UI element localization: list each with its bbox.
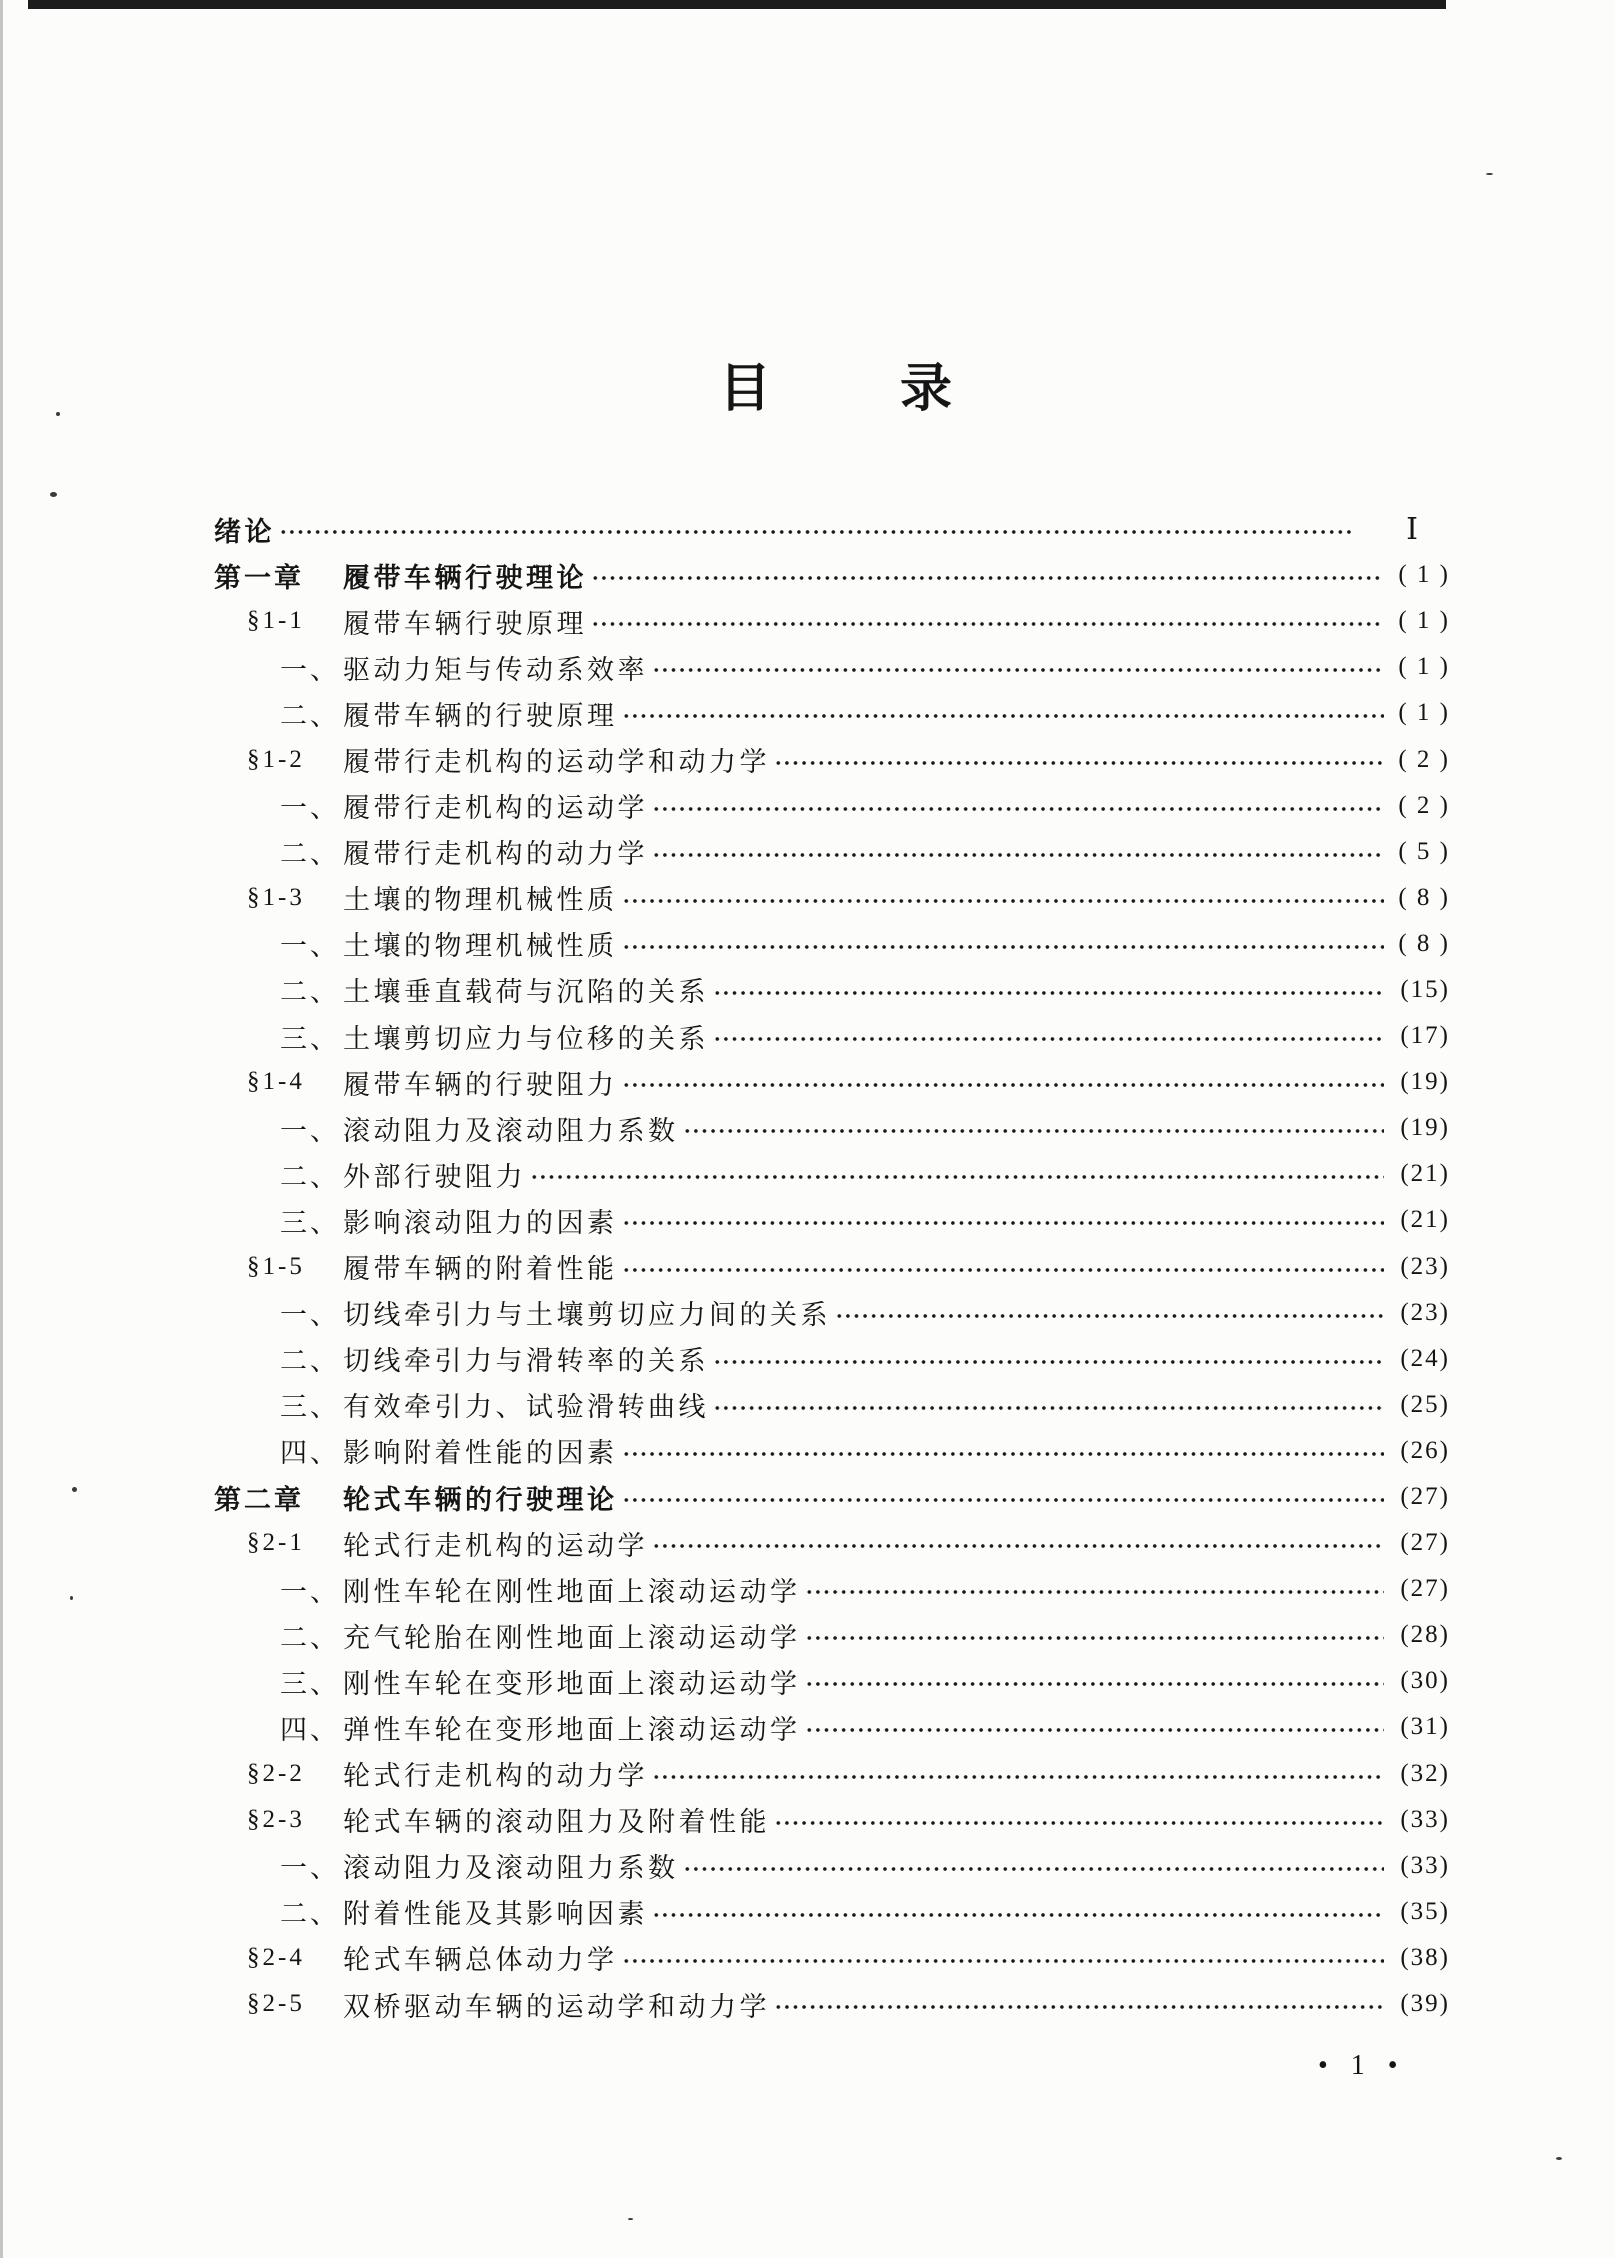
toc-section-row bbox=[0, 1751, 1615, 1797]
entry-label: 三、 bbox=[280, 1668, 340, 1699]
entry-label: 二、 bbox=[280, 839, 340, 870]
dot-leader bbox=[622, 1267, 1385, 1273]
toc-chapter-row bbox=[0, 552, 1615, 598]
toc-item-row bbox=[0, 1382, 1615, 1428]
entry-page-number: (19) bbox=[1400, 1068, 1450, 1096]
entry-page-number: (31) bbox=[1400, 1713, 1450, 1741]
dot-leader bbox=[835, 1313, 1384, 1319]
toc-item-row bbox=[0, 1889, 1615, 1935]
dot-leader bbox=[713, 1359, 1384, 1365]
entry-page-number: (33) bbox=[1400, 1851, 1450, 1879]
entry-title: 有效牵引力、试验滑转曲线 bbox=[343, 1392, 709, 1423]
entry-page-number: (28) bbox=[1400, 1621, 1450, 1649]
dot-leader bbox=[652, 667, 1384, 673]
toc-chapter-row bbox=[0, 1474, 1615, 1520]
dot-leader bbox=[713, 990, 1384, 996]
entry-label: 二、 bbox=[280, 977, 340, 1008]
entry-title: 双桥驱动车辆的运动学和动力学 bbox=[343, 1991, 770, 2022]
entry-title: 充气轮胎在刚性地面上滚动运动学 bbox=[343, 1622, 801, 1653]
dot-leader bbox=[622, 713, 1385, 719]
toc-section-row bbox=[0, 1520, 1615, 1566]
dot-leader bbox=[774, 1820, 1384, 1826]
dot-leader bbox=[805, 1589, 1385, 1595]
dot-leader bbox=[805, 1635, 1385, 1641]
entry-label: 二、 bbox=[280, 700, 340, 731]
toc-section-row bbox=[0, 736, 1615, 782]
toc-section-row bbox=[0, 1244, 1615, 1290]
scan-speck bbox=[1556, 2157, 1562, 2160]
entry-title: 弹性车轮在变形地面上滚动运动学 bbox=[343, 1714, 801, 1745]
dot-leader bbox=[622, 1497, 1385, 1503]
dot-leader bbox=[774, 2004, 1384, 2010]
toc-item-row bbox=[0, 1336, 1615, 1382]
entry-label: 一、 bbox=[280, 931, 340, 962]
entry-title: 外部行驶阻力 bbox=[343, 1161, 526, 1192]
entry-page-number: (15) bbox=[1400, 975, 1450, 1003]
toc-section-row bbox=[0, 1935, 1615, 1981]
entry-label: 四、 bbox=[280, 1438, 340, 1469]
entry-label: 一、 bbox=[280, 793, 340, 824]
toc-item-row bbox=[0, 829, 1615, 875]
toc-item-row bbox=[0, 1428, 1615, 1474]
entry-label: 一、 bbox=[280, 1853, 340, 1884]
entry-title: 切线牵引力与土壤剪切应力间的关系 bbox=[343, 1300, 831, 1331]
entry-title: 履带车辆行驶原理 bbox=[343, 608, 587, 639]
entry-title: 刚性车轮在刚性地面上滚动运动学 bbox=[343, 1576, 801, 1607]
dot-leader bbox=[683, 1128, 1385, 1134]
entry-label: §1-1 bbox=[247, 607, 305, 635]
entry-label: 一、 bbox=[280, 1300, 340, 1331]
dot-leader bbox=[622, 1451, 1385, 1457]
dot-leader bbox=[713, 1036, 1384, 1042]
dot-leader bbox=[622, 944, 1385, 950]
toc-item-row bbox=[0, 1105, 1615, 1151]
entry-title: 轮式行走机构的运动学 bbox=[343, 1530, 648, 1561]
toc-item-row bbox=[0, 1843, 1615, 1889]
dot-leader bbox=[713, 1405, 1384, 1411]
toc-item-row bbox=[0, 690, 1615, 736]
entry-label: §2-1 bbox=[247, 1529, 305, 1557]
dot-leader bbox=[622, 1958, 1385, 1964]
entry-page-number: (27) bbox=[1400, 1575, 1450, 1603]
entry-label: §1-5 bbox=[247, 1252, 305, 1280]
entry-page-number: (33) bbox=[1400, 1805, 1450, 1833]
entry-page-number: (27) bbox=[1400, 1483, 1450, 1511]
entry-label: 二、 bbox=[280, 1622, 340, 1653]
entry-title: 土壤的物理机械性质 bbox=[343, 931, 618, 962]
entry-page-number: (21) bbox=[1400, 1160, 1450, 1188]
toc-item-row bbox=[0, 783, 1615, 829]
table-of-contents bbox=[0, 506, 1615, 2027]
dot-leader bbox=[591, 575, 1384, 581]
entry-title: 履带车辆的行驶原理 bbox=[343, 700, 618, 731]
page-title: 目录 bbox=[719, 361, 1082, 418]
dot-leader bbox=[652, 1774, 1384, 1780]
entry-label: §1-2 bbox=[247, 745, 305, 773]
toc-item-row bbox=[0, 1151, 1615, 1197]
scan-top-border bbox=[28, 0, 1446, 9]
entry-page-number: (19) bbox=[1400, 1114, 1450, 1142]
entry-title: 履带行走机构的动力学 bbox=[343, 839, 648, 870]
entry-title: 影响滚动阻力的因素 bbox=[343, 1207, 618, 1238]
entry-label: 三、 bbox=[280, 1023, 340, 1054]
toc-item-row bbox=[0, 644, 1615, 690]
scan-speck bbox=[628, 2218, 633, 2220]
entry-page-number: (26) bbox=[1400, 1436, 1450, 1464]
entry-label: 绪论 bbox=[214, 516, 275, 547]
entry-label: 三、 bbox=[280, 1207, 340, 1238]
entry-title: 土壤的物理机械性质 bbox=[343, 885, 618, 916]
dot-leader bbox=[279, 529, 1354, 535]
entry-label: 二、 bbox=[280, 1899, 340, 1930]
entry-label: §2-2 bbox=[247, 1759, 305, 1787]
entry-title: 轮式车辆的滚动阻力及附着性能 bbox=[343, 1807, 770, 1838]
entry-page-number: (24) bbox=[1400, 1344, 1450, 1372]
entry-label: 四、 bbox=[280, 1714, 340, 1745]
entry-title: 土壤剪切应力与位移的关系 bbox=[343, 1023, 709, 1054]
entry-label: 一、 bbox=[280, 1576, 340, 1607]
page-number: • 1 • bbox=[1318, 2050, 1406, 2081]
entry-label: §2-4 bbox=[247, 1943, 305, 1971]
dot-leader bbox=[652, 1912, 1384, 1918]
entry-title: 刚性车轮在变形地面上滚动运动学 bbox=[343, 1668, 801, 1699]
entry-label: §2-5 bbox=[247, 1990, 305, 2018]
entry-page-number: ( 1 ) bbox=[1398, 699, 1450, 727]
entry-page-number: ( 2 ) bbox=[1398, 791, 1450, 819]
toc-section-row bbox=[0, 875, 1615, 921]
toc-item-row bbox=[0, 1566, 1615, 1612]
entry-label: 第二章 bbox=[214, 1484, 304, 1515]
entry-label: 二、 bbox=[280, 1161, 340, 1192]
entry-page-number: ( 1 ) bbox=[1398, 653, 1450, 681]
entry-title: 履带行走机构的运动学 bbox=[343, 793, 648, 824]
entry-title: 轮式行走机构的动力学 bbox=[343, 1761, 648, 1792]
entry-page-number: ( 1 ) bbox=[1398, 561, 1450, 589]
entry-title: 滚动阻力及滚动阻力系数 bbox=[343, 1853, 679, 1884]
dot-leader bbox=[622, 898, 1385, 904]
entry-title: 影响附着性能的因素 bbox=[343, 1438, 618, 1469]
dot-leader bbox=[805, 1681, 1385, 1687]
entry-label: §1-4 bbox=[247, 1068, 305, 1096]
entry-title: 轮式车辆总体动力学 bbox=[343, 1945, 618, 1976]
entry-title: 驱动力矩与传动系效率 bbox=[343, 654, 648, 685]
toc-item-row bbox=[0, 1612, 1615, 1658]
entry-page-number: Ⅰ bbox=[1406, 512, 1420, 546]
scan-speck bbox=[50, 492, 57, 497]
toc-intro-row bbox=[0, 506, 1615, 552]
toc-section-row bbox=[0, 1797, 1615, 1843]
dot-leader bbox=[622, 1220, 1385, 1226]
entry-label: 一、 bbox=[280, 1115, 340, 1146]
dot-leader bbox=[805, 1727, 1385, 1733]
entry-page-number: (23) bbox=[1400, 1252, 1450, 1280]
entry-page-number: (17) bbox=[1400, 1022, 1450, 1050]
entry-label: 第一章 bbox=[214, 562, 304, 593]
entry-page-number: (38) bbox=[1400, 1943, 1450, 1971]
entry-page-number: (32) bbox=[1400, 1759, 1450, 1787]
entry-label: 二、 bbox=[280, 1346, 340, 1377]
entry-page-number: (35) bbox=[1400, 1897, 1450, 1925]
entry-page-number: ( 8 ) bbox=[1398, 929, 1450, 957]
entry-page-number: (25) bbox=[1400, 1390, 1450, 1418]
entry-page-number: (39) bbox=[1400, 1990, 1450, 2018]
entry-title: 切线牵引力与滑转率的关系 bbox=[343, 1346, 709, 1377]
entry-title: 履带行走机构的运动学和动力学 bbox=[343, 747, 770, 778]
toc-item-row bbox=[0, 1013, 1615, 1059]
scan-speck bbox=[56, 412, 60, 416]
entry-page-number: (23) bbox=[1400, 1298, 1450, 1326]
toc-section-row bbox=[0, 1981, 1615, 2027]
entry-title: 履带车辆的行驶阻力 bbox=[343, 1069, 618, 1100]
toc-item-row bbox=[0, 1704, 1615, 1750]
entry-title: 履带车辆行驶理论 bbox=[343, 562, 587, 593]
entry-label: 一、 bbox=[280, 654, 340, 685]
dot-leader bbox=[591, 621, 1384, 627]
toc-section-row bbox=[0, 598, 1615, 644]
toc-section-row bbox=[0, 1059, 1615, 1105]
entry-page-number: (27) bbox=[1400, 1529, 1450, 1557]
entry-page-number: ( 1 ) bbox=[1398, 607, 1450, 635]
toc-item-row bbox=[0, 1658, 1615, 1704]
entry-page-number: (21) bbox=[1400, 1206, 1450, 1234]
toc-item-row bbox=[0, 1290, 1615, 1336]
dot-leader bbox=[683, 1866, 1385, 1872]
entry-page-number: (30) bbox=[1400, 1667, 1450, 1695]
dot-leader bbox=[622, 1082, 1385, 1088]
entry-title: 轮式车辆的行驶理论 bbox=[343, 1484, 618, 1515]
entry-label: §2-3 bbox=[247, 1805, 305, 1833]
entry-title: 附着性能及其影响因素 bbox=[343, 1899, 648, 1930]
entry-title: 履带车辆的附着性能 bbox=[343, 1254, 618, 1285]
toc-item-row bbox=[0, 1197, 1615, 1243]
entry-label: 三、 bbox=[280, 1392, 340, 1423]
toc-item-row bbox=[0, 921, 1615, 967]
scan-speck bbox=[1486, 173, 1493, 175]
entry-label: §1-3 bbox=[247, 883, 305, 911]
dot-leader bbox=[652, 1543, 1384, 1549]
dot-leader bbox=[530, 1174, 1384, 1180]
entry-title: 滚动阻力及滚动阻力系数 bbox=[343, 1115, 679, 1146]
dot-leader bbox=[652, 852, 1384, 858]
entry-page-number: ( 5 ) bbox=[1398, 837, 1450, 865]
dot-leader bbox=[652, 806, 1384, 812]
entry-page-number: ( 2 ) bbox=[1398, 745, 1450, 773]
toc-item-row bbox=[0, 967, 1615, 1013]
entry-title: 土壤垂直载荷与沉陷的关系 bbox=[343, 977, 709, 1008]
entry-page-number: ( 8 ) bbox=[1398, 883, 1450, 911]
dot-leader bbox=[774, 760, 1384, 766]
